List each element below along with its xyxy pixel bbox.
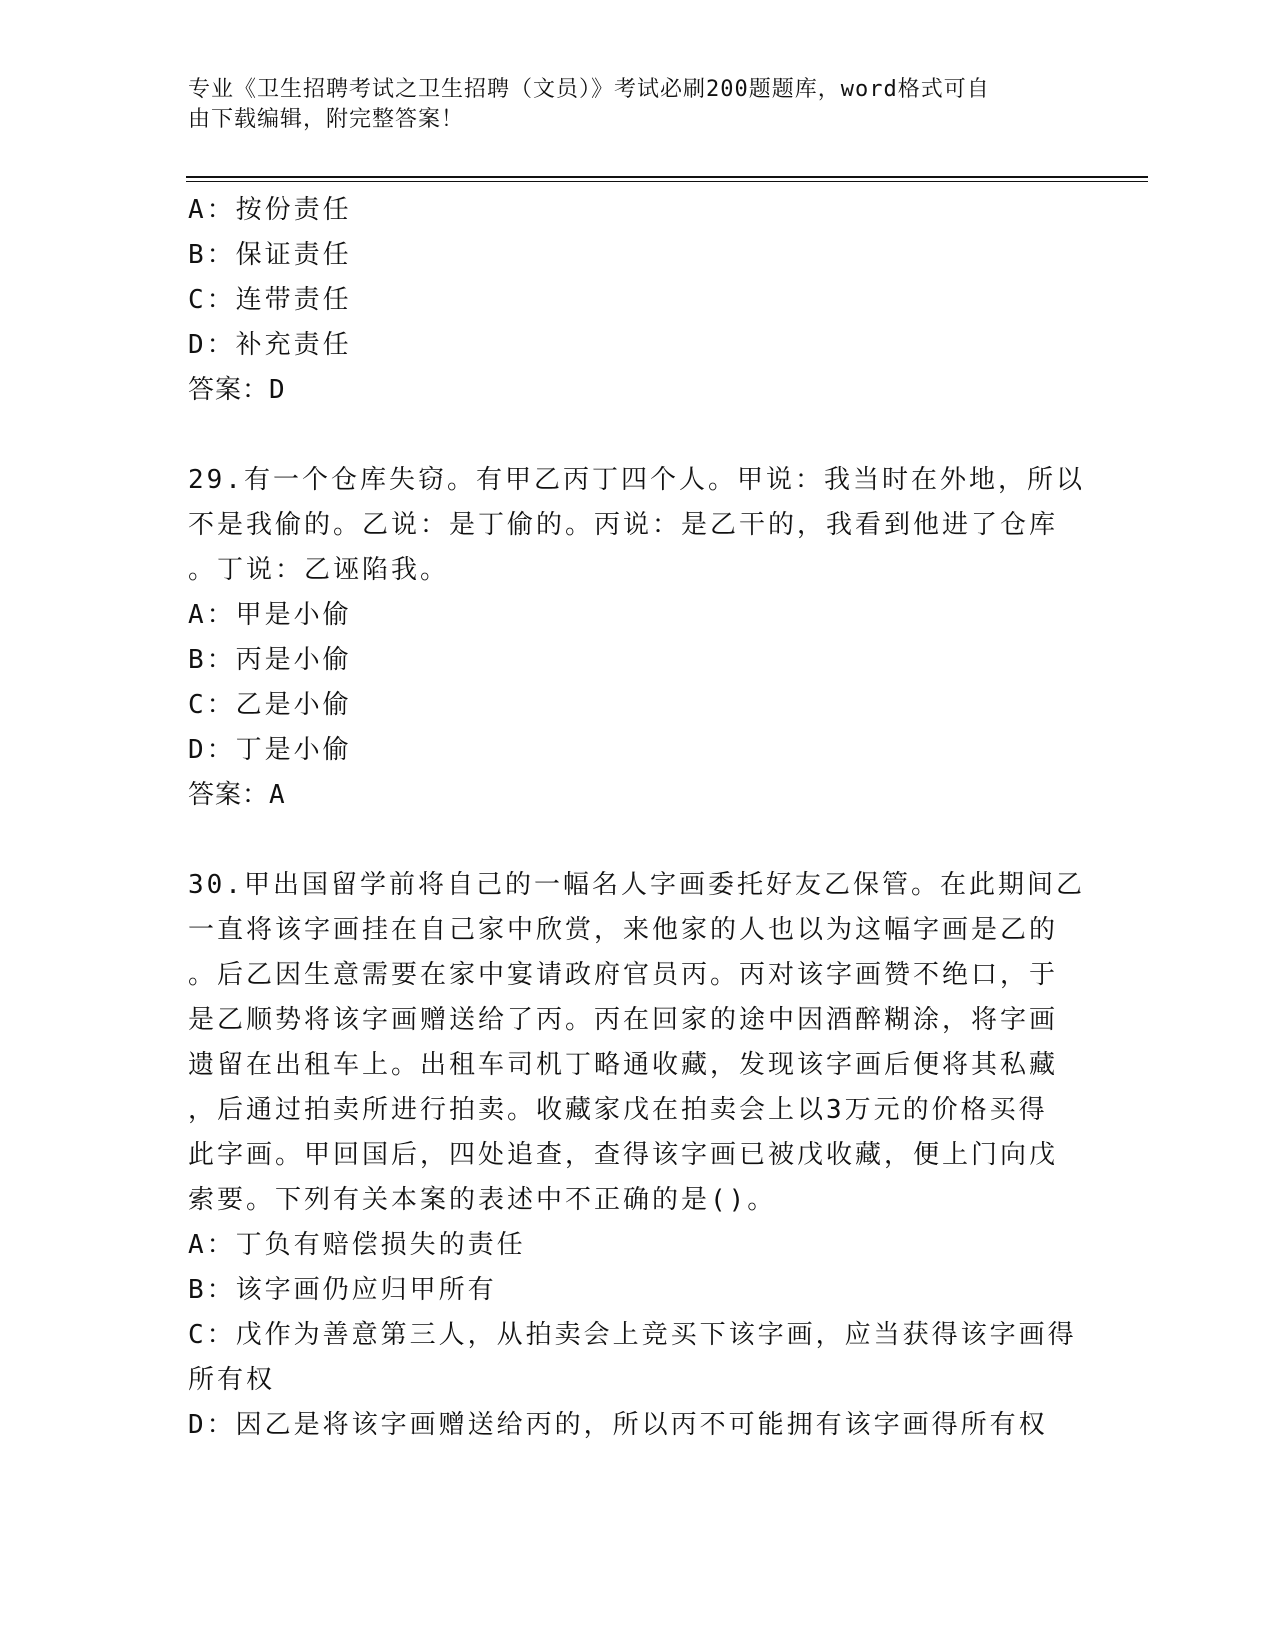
- page-header: [188, 75, 1068, 135]
- question-stem-line: ，后通过拍卖所进行拍卖。收藏家戊在拍卖会上以3万元的价格买得: [188, 1095, 1048, 1125]
- option-c: C：乙是小偷: [188, 690, 352, 720]
- question-stem-line: 29.有一个仓库失窃。有甲乙丙丁四个人。甲说：我当时在外地，所以: [188, 465, 1085, 495]
- question-stem-line: 索要。下列有关本案的表述中不正确的是()。: [188, 1185, 777, 1215]
- question-stem-line: 30.甲出国留学前将自己的一幅名人字画委托好友乙保管。在此期间乙: [188, 870, 1085, 900]
- option-c: C：戊作为善意第三人，从拍卖会上竞买下该字画，应当获得该字画得: [188, 1320, 1077, 1350]
- header-divider-thin: [186, 181, 1148, 182]
- option-d: D：因乙是将该字画赠送给丙的，所以丙不可能拥有该字画得所有权: [188, 1410, 1048, 1440]
- option-a: A：丁负有赔偿损失的责任: [188, 1230, 526, 1260]
- option-a: A：按份责任: [188, 195, 352, 225]
- question-30-block: [188, 863, 1088, 1448]
- option-b: B：保证责任: [188, 240, 352, 270]
- option-b: B：该字画仍应归甲所有: [188, 1275, 497, 1305]
- option-c-continued: 所有权: [188, 1365, 276, 1395]
- option-c: C：连带责任: [188, 285, 352, 315]
- header-line-1: 专业《卫生招聘考试之卫生招聘（文员）》考试必刷200题题库，word格式可自: [188, 77, 990, 102]
- question-stem-line: 遗留在出租车上。出租车司机丁略通收藏，发现该字画后便将其私藏: [188, 1050, 1059, 1080]
- question-28-block: [188, 188, 1088, 413]
- answer-line: 答案：D: [188, 375, 286, 405]
- option-b: B：丙是小偷: [188, 645, 352, 675]
- option-a: A：甲是小偷: [188, 600, 352, 630]
- header-divider-thick: [186, 176, 1148, 178]
- question-stem-line: 此字画。甲回国后，四处追查，查得该字画已被戊收藏，便上门向戊: [188, 1140, 1059, 1170]
- question-29-block: [188, 458, 1088, 818]
- option-d: D：补充责任: [188, 330, 352, 360]
- question-stem-line: 是乙顺势将该字画赠送给了丙。丙在回家的途中因酒醉糊涂，将字画: [188, 1005, 1059, 1035]
- header-line-2: 由下载编辑，附完整答案！: [188, 107, 465, 132]
- option-d: D：丁是小偷: [188, 735, 352, 765]
- question-stem-line: 一直将该字画挂在自己家中欣赏，来他家的人也以为这幅字画是乙的: [188, 915, 1059, 945]
- question-stem-line: 不是我偷的。乙说：是丁偷的。丙说：是乙干的，我看到他进了仓库: [188, 510, 1059, 540]
- question-stem-line: 。丁说：乙诬陷我。: [188, 555, 450, 585]
- question-stem-line: 。后乙因生意需要在家中宴请政府官员丙。丙对该字画赞不绝口，于: [188, 960, 1059, 990]
- page-content: [188, 188, 1088, 1448]
- answer-line: 答案：A: [188, 780, 286, 810]
